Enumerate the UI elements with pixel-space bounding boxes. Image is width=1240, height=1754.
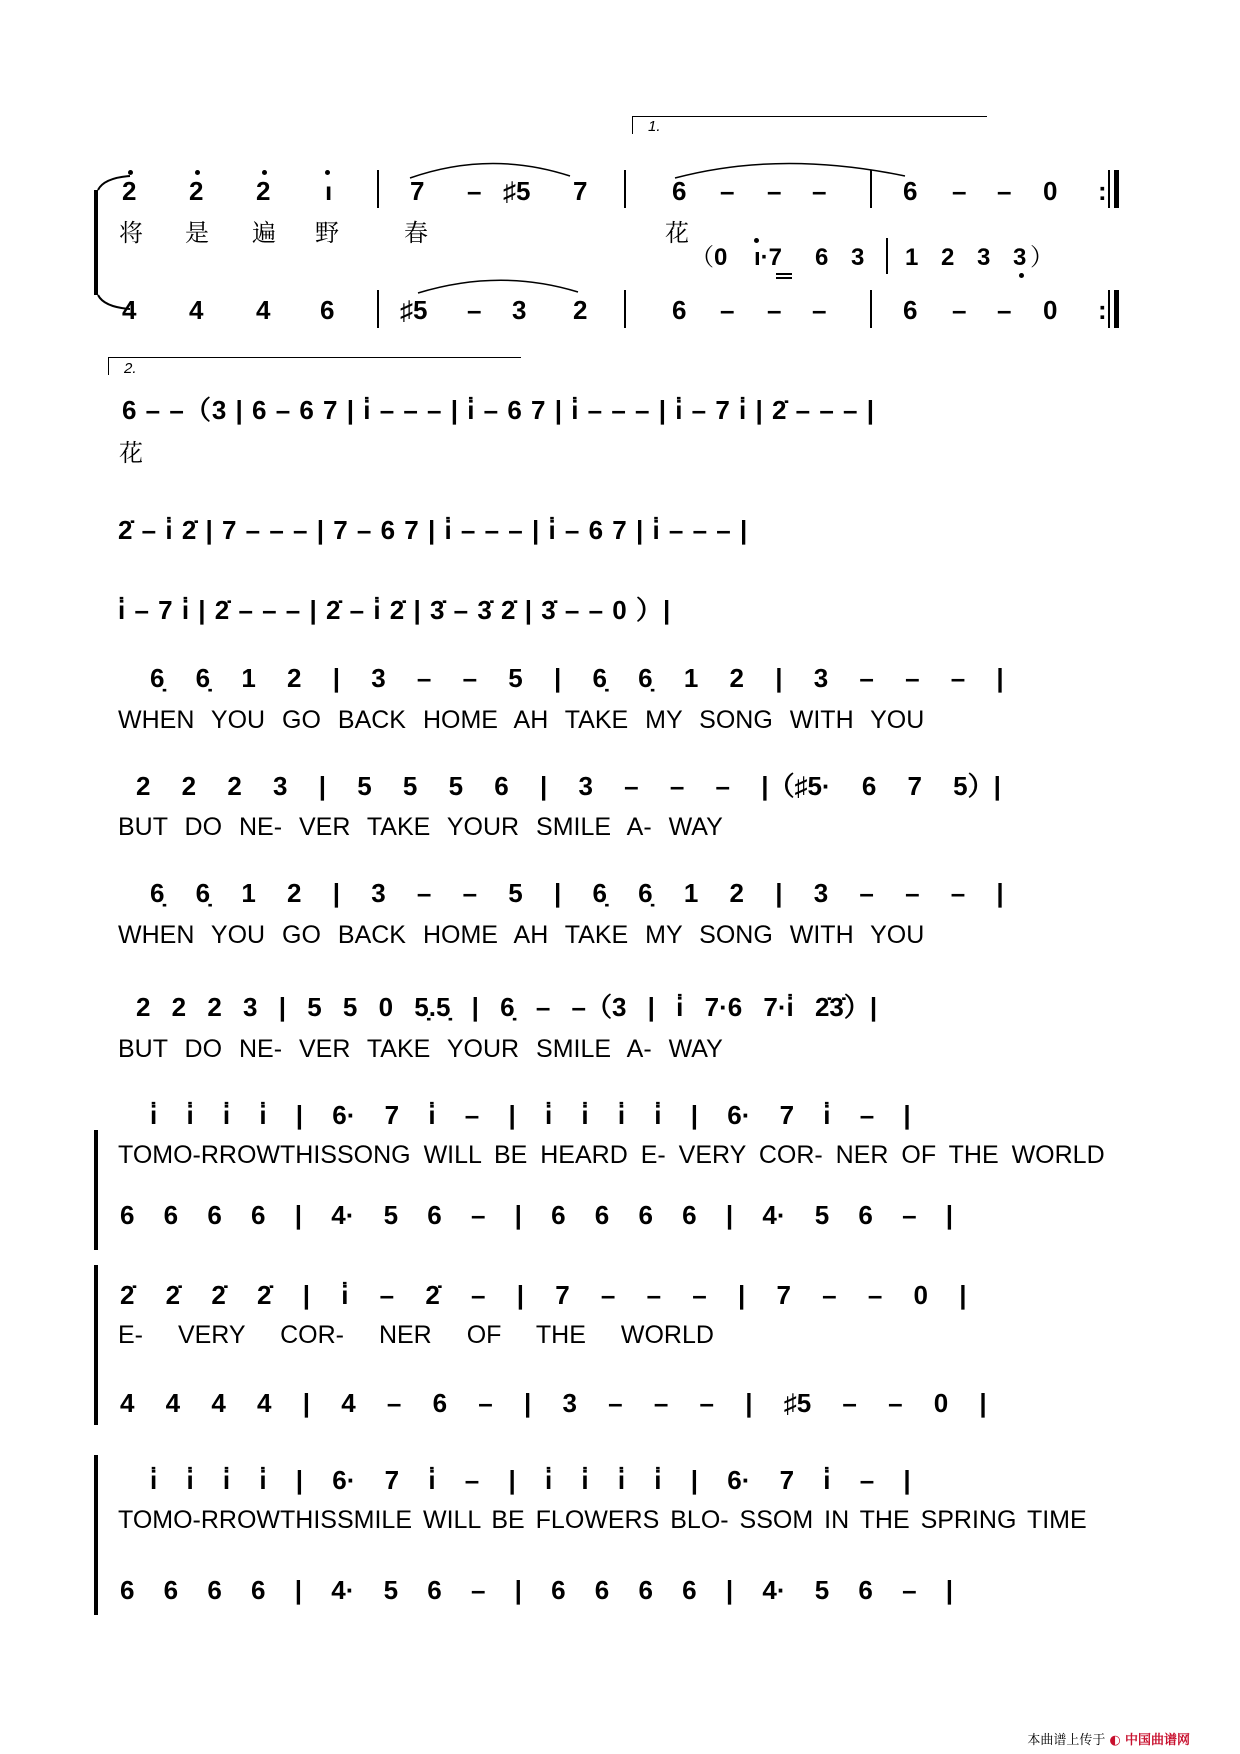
repeat-colon: :	[1098, 176, 1107, 206]
notation-lower: 6 6 6 6 | 4· 5 6 – | 6 6 6 6 | 4· 5 6 – |	[120, 1575, 954, 1605]
system-bracket	[94, 1130, 106, 1250]
repeat-bar-thin	[1108, 290, 1110, 328]
note: 2	[941, 244, 955, 271]
underline	[776, 273, 792, 275]
note: ı	[325, 176, 333, 206]
note: 4	[122, 295, 137, 325]
note: 4	[189, 295, 204, 325]
notation-line: 6̣ 6̣ 1 2 | 3 – – 5 | 6̣ 6̣ 1 2 | 3 – – – |	[150, 663, 1004, 693]
barline	[624, 290, 626, 328]
lyric-cn: 遍	[252, 219, 276, 247]
note: ♯5	[503, 176, 531, 206]
dash: –	[812, 295, 827, 325]
note: 7	[573, 176, 588, 206]
note: 1	[905, 244, 919, 271]
note: 2	[189, 176, 204, 206]
note: 6	[903, 176, 918, 206]
volta-2-bracket	[108, 357, 521, 359]
dash: –	[952, 176, 967, 206]
lyric-line: TOMO-RROWTHISSONG WILL BE HEARD E- VERY COR- NER OF THE WORLD	[118, 1141, 1105, 1169]
underline	[776, 277, 792, 279]
interlude-close: ）	[1030, 244, 1054, 271]
note: 3	[977, 244, 991, 271]
lyric-cn: 野	[315, 219, 339, 247]
upload-note: 本曲谱上传于	[1027, 1733, 1106, 1748]
notation-lower: 6 6 6 6 | 4· 5 6 – | 6 6 6 6 | 4· 5 6 – |	[120, 1200, 954, 1230]
notation-line: 6 – –（3 | 6 – 6 7 | i̇ – – – | i̇ – 6 7 | i̇ – – – | i̇ – 7 i̇ | 2̇ – – – |	[122, 395, 875, 425]
low-dot	[1019, 273, 1024, 278]
note: 6	[672, 176, 687, 206]
lyric-line: BUT DO NE- VER TAKE YOUR SMILE A- WAY	[118, 813, 723, 841]
barline	[886, 238, 888, 274]
note: 4	[256, 295, 271, 325]
lyric-line: TOMO-RROWTHISSMILE WILL BE FLOWERS BLO- SSOM IN THE SPRING TIME	[118, 1506, 1087, 1534]
high-dot	[128, 170, 133, 175]
notation-lower: 4 4 4 4 | 4 – 6 – | 3 – – – | ♯5 – – 0 |	[120, 1388, 987, 1418]
brand-name: 中国曲谱网	[1124, 1733, 1190, 1748]
note: 7	[410, 176, 425, 206]
repeat-bar-thin	[1108, 170, 1110, 208]
barline	[377, 170, 379, 208]
system-bracket	[94, 1455, 106, 1615]
lyric-cn: 春	[404, 219, 428, 247]
lyric-cn: 是	[185, 219, 209, 247]
notation-line: 2 2 2 3 | 5 5 5 6 | 3 – – – |（♯5· 6 7 5）|	[136, 771, 1001, 801]
dash: –	[767, 295, 782, 325]
notation-line: i̇ – 7 i̇ | 2̇ – – – | 2̇ – i̇ 2̇ | 3̇ – 3̇ 2̇ | 3̇ – – 0 ）|	[118, 595, 672, 625]
high-dot	[195, 170, 200, 175]
dash: –	[812, 176, 827, 206]
note: 3	[851, 244, 865, 271]
brand-logo-icon: ◐	[1109, 1733, 1121, 1748]
note: ı·7	[754, 244, 783, 271]
dash: –	[767, 176, 782, 206]
note: ♯5	[400, 295, 428, 325]
lyric-cn: 将	[119, 219, 143, 247]
system-bracket	[94, 1265, 106, 1425]
dash: –	[720, 295, 735, 325]
notation-upper: i̇ i̇ i̇ i̇ | 6· 7 i̇ – | i̇ i̇ i̇ i̇ | 6· 7 i̇ – |	[150, 1100, 911, 1130]
notation-line: 2̇ – i̇ 2̇ | 7 – – – | 7 – 6 7 | i̇ – – – | i̇ – 6 7 | i̇ – – – |	[118, 515, 749, 545]
volta-2-bracket-left	[108, 357, 109, 375]
dash: –	[720, 176, 735, 206]
repeat-bar-thick	[1114, 170, 1119, 208]
repeat-bar-thick	[1114, 290, 1119, 328]
dash: –	[997, 295, 1012, 325]
barline	[377, 290, 379, 328]
barline	[624, 170, 626, 208]
note: 3	[512, 295, 527, 325]
high-dot	[754, 238, 759, 243]
notation-line: 2 2 2 3 | 5 5 0 5̣.5̣ | 6̣ – –（3 | i̇ 7·6 7·i̇ 2̇3̇）|	[136, 992, 878, 1022]
notation-line: 6̣ 6̣ 1 2 | 3 – – 5 | 6̣ 6̣ 1 2 | 3 – – – |	[150, 878, 1004, 908]
repeat-colon: :	[1098, 295, 1107, 325]
interlude: （	[690, 244, 714, 271]
note: 2	[122, 176, 137, 206]
lyric-line: E- VERY COR- NER OF THE WORLD	[118, 1321, 714, 1349]
watermark-footer	[1027, 1729, 1190, 1748]
lyric-line: WHEN YOU GO BACK HOME AH TAKE MY SONG WITH YOU	[118, 706, 925, 734]
dash: –	[997, 176, 1012, 206]
barline	[870, 170, 872, 208]
note: 3	[1013, 244, 1027, 271]
note: 6	[672, 295, 687, 325]
note: 6	[903, 295, 918, 325]
high-dot	[262, 170, 267, 175]
note: 0	[1043, 295, 1058, 325]
volta-1-label: 1.	[648, 118, 661, 135]
high-dot	[325, 170, 330, 175]
lyric-line: WHEN YOU GO BACK HOME AH TAKE MY SONG WITH YOU	[118, 921, 925, 949]
notation-upper: i̇ i̇ i̇ i̇ | 6· 7 i̇ – | i̇ i̇ i̇ i̇ | 6· 7 i̇ – |	[150, 1465, 911, 1495]
notation-upper: 2̇ 2̇ 2̇ 2̇ | i̇ – 2̇ – | 7 – – – | 7 – – 0 |	[120, 1280, 967, 1310]
barline	[870, 290, 872, 328]
lyric-cn: 花	[665, 219, 689, 247]
volta-2-label: 2.	[124, 360, 137, 377]
note: 6	[815, 244, 829, 271]
note: 2	[256, 176, 271, 206]
dash: –	[467, 176, 482, 206]
lyric-cn: 花	[119, 439, 143, 467]
lyric-line: BUT DO NE- VER TAKE YOUR SMILE A- WAY	[118, 1035, 723, 1063]
note: 0	[1043, 176, 1058, 206]
note: 2	[573, 295, 588, 325]
dash: –	[952, 295, 967, 325]
note: 6	[320, 295, 335, 325]
note: 0	[714, 244, 728, 271]
dash: –	[467, 295, 482, 325]
